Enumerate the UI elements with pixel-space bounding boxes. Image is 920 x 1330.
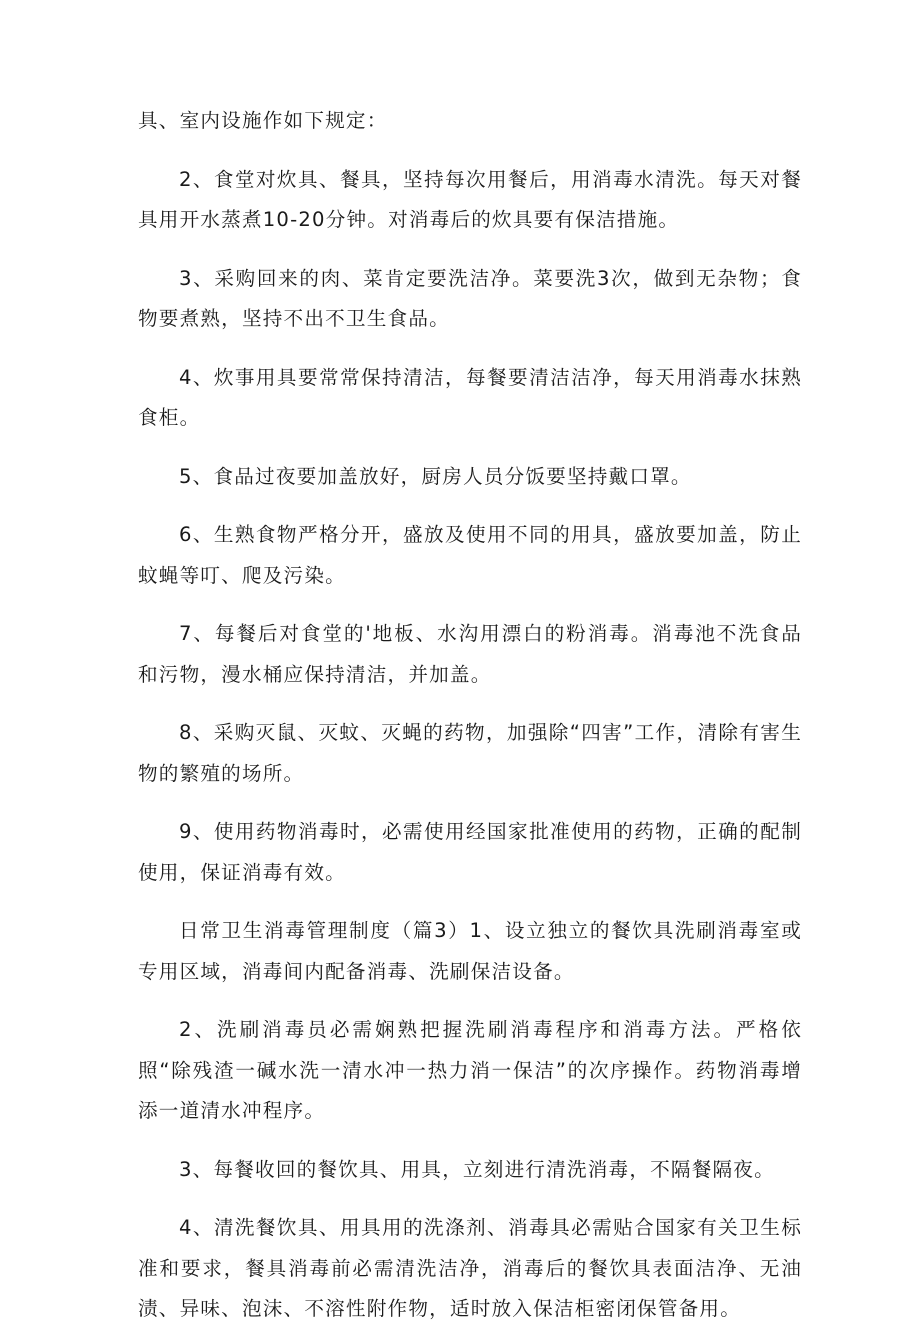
section-3-item-2: 2、洗刷消毒员必需娴熟把握洗刷消毒程序和消毒方法。严格依照“除残渣一碱水洗一清水冲一热力消一保洁”的次序操作。药物消毒增添一道清水冲程序。 xyxy=(138,1018,802,1122)
paragraph-item-5: 5、食品过夜要加盖放好，厨房人员分饭要坚持戴口罩。 xyxy=(179,464,692,488)
paragraph-item-4: 4、炊事用具要常常保持清洁，每餐要清洁洁净，每天用消毒水抹熟食柜。 xyxy=(138,365,802,429)
paragraph-item-7: 7、每餐后对食堂的'地板、水沟用漂白的粉消毒。消毒池不洗食品和污物，漫水桶应保持清洁，并加盖。 xyxy=(138,622,802,686)
section-3-item-4: 4、清洗餐饮具、用具用的洗涤剂、消毒具必需贴合国家有关卫生标准和要求，餐具消毒前必需清洗洁净，消毒后的餐饮具表面洁净、无油渍、异味、泡沫、不溶性附作物，适时放入保洁柜密闭保管备用。 xyxy=(138,1216,802,1320)
paragraph-item-9: 9、使用药物消毒时，必需使用经国家批准使用的药物，正确的配制使用，保证消毒有效。 xyxy=(138,820,802,884)
section-3-heading-paragraph: 日常卫生消毒管理制度（篇3）1、设立独立的餐饮具洗刷消毒室或专用区域，消毒间内配备消毒、洗刷保洁设备。 xyxy=(138,919,802,983)
document-body xyxy=(138,101,802,1330)
paragraph-item-8: 8、采购灭鼠、灭蚊、灭蝇的药物，加强除“四害”工作，清除有害生物的繁殖的场所。 xyxy=(138,721,802,785)
paragraph-item-6: 6、生熟食物严格分开，盛放及使用不同的用具，盛放要加盖，防止蚊蝇等叮、爬及污染。 xyxy=(138,523,802,587)
section-3-item-3: 3、每餐收回的餐饮具、用具，立刻进行清洗消毒，不隔餐隔夜。 xyxy=(179,1157,775,1181)
paragraph-item-3: 3、采购回来的肉、菜肯定要洗洁净。菜要洗3次，做到无杂物；食物要煮熟，坚持不出不卫生食品。 xyxy=(138,266,802,330)
paragraph-item-2: 2、食堂对炊具、餐具，坚持每次用餐后，用消毒水清洗。每天对餐具用开水蒸煮10-20分钟。对消毒后的炊具要有保洁措施。 xyxy=(138,167,802,231)
paragraph-1-continuation: 具、室内设施作如下规定： xyxy=(138,109,388,132)
